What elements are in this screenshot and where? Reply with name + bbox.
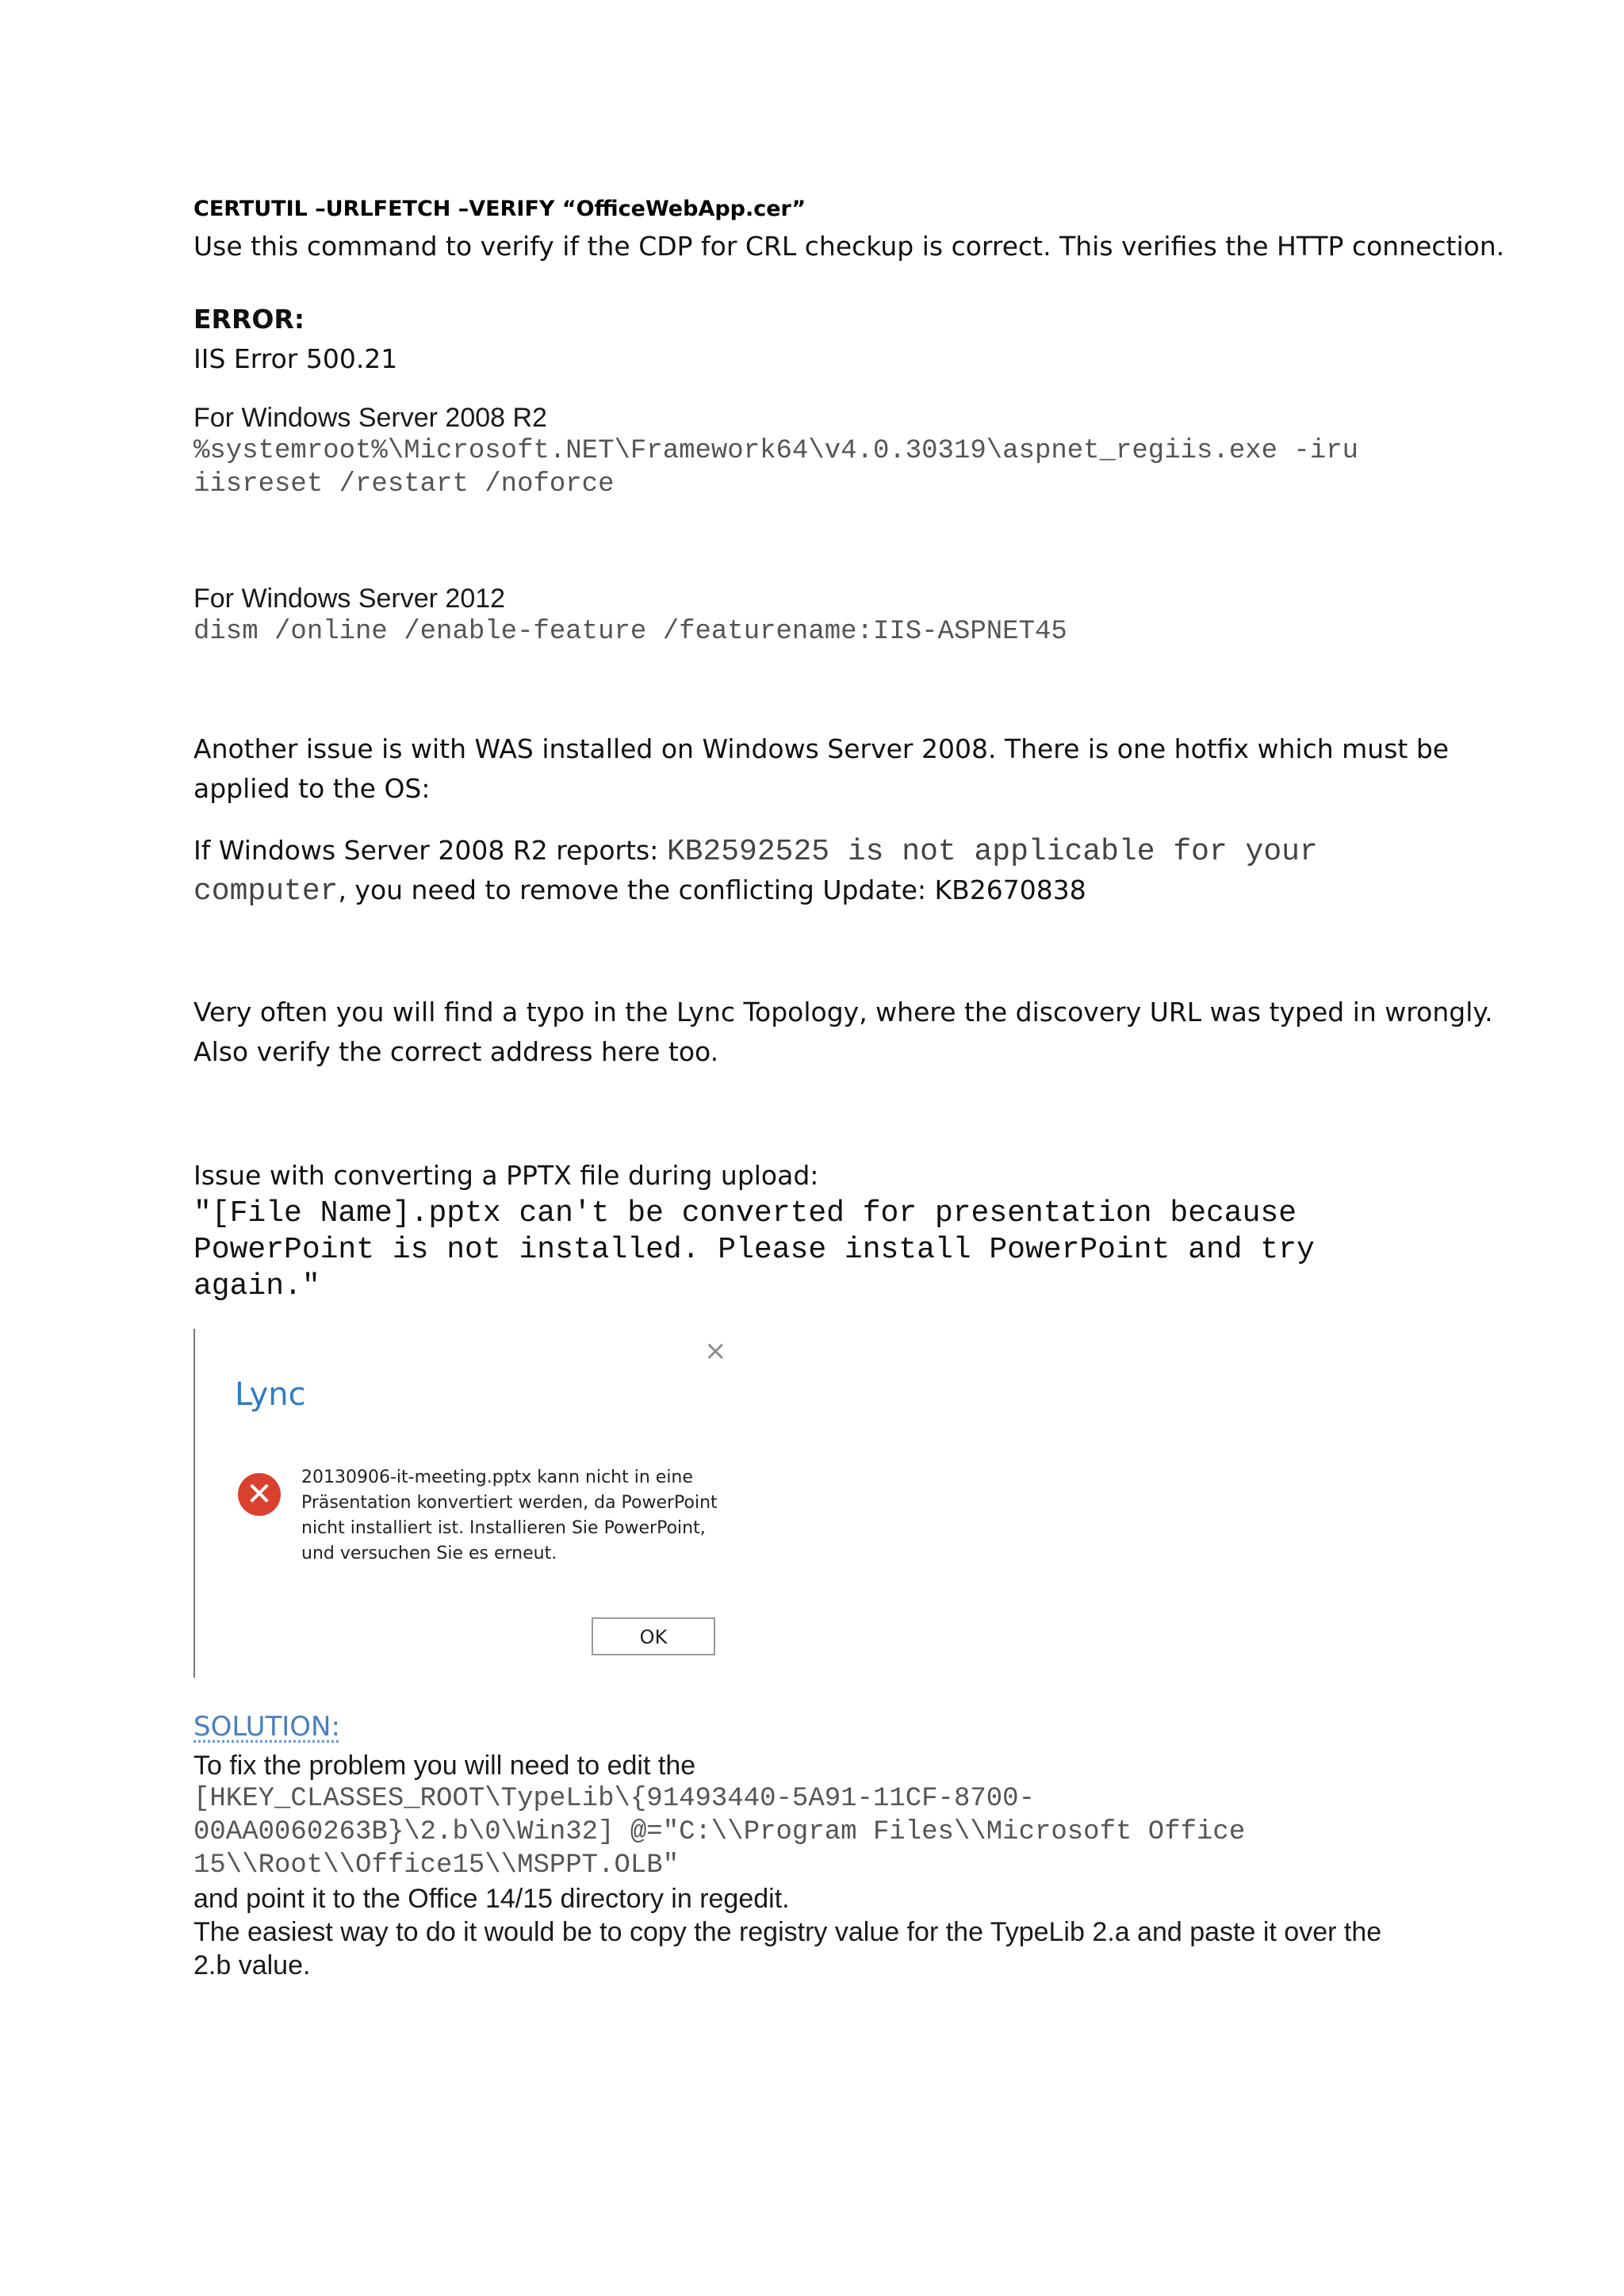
win2012-label: For Windows Server 2012 bbox=[193, 584, 506, 614]
ok-button[interactable]: OK bbox=[592, 1617, 715, 1655]
typo-line2: Also verify the correct address here too. bbox=[193, 1036, 719, 1067]
typo-line1: Very often you will find a typo in the Lync Topology, where the discovery URL was typed in wrongly. bbox=[193, 997, 1493, 1027]
kb-line1 bbox=[193, 831, 1318, 871]
solution-line1: To fix the problem you will need to edit the bbox=[193, 1751, 696, 1781]
solution-reg1: [HKEY_CLASSES_ROOT\TypeLib\{91493440-5A91-11CF-8700- bbox=[193, 1784, 1035, 1814]
error-heading: ERROR: bbox=[193, 304, 305, 335]
certutil-description: Use this command to verify if the CDP for CRL checkup is correct. This verifies the HTTP connection. bbox=[193, 231, 1505, 262]
dialog-message-line: nicht installiert ist. Installieren Sie PowerPoint, bbox=[301, 1518, 706, 1538]
win2008r2-cmd1: %systemroot%\Microsoft.NET\Framework64\v4.0.30319\aspnet_regiis.exe -iru bbox=[193, 436, 1359, 466]
dialog-title: Lync bbox=[235, 1376, 306, 1413]
error-title: IIS Error 500.21 bbox=[193, 343, 398, 374]
solution-line3: The easiest way to do it would be to copy the registry value for the TypeLib 2.a and paste it over the bbox=[193, 1917, 1382, 1947]
pptx-msg1: "[File Name].pptx can't be converted for presentation because bbox=[193, 1196, 1297, 1230]
dialog-message-line: 20130906-it-meeting.pptx kann nicht in eine bbox=[301, 1468, 693, 1487]
solution-heading: SOLUTION: bbox=[193, 1711, 340, 1743]
close-icon[interactable]: × bbox=[704, 1335, 727, 1367]
pptx-label: Issue with converting a PPTX file during upload: bbox=[193, 1160, 819, 1191]
win2012-cmd: dism /online /enable-feature /featurename:IIS-ASPNET45 bbox=[193, 617, 1067, 647]
dialog-message bbox=[301, 1465, 718, 1567]
was-issue-line1: Another issue is with WAS installed on Windows Server 2008. There is one hotfix which must be bbox=[193, 733, 1450, 764]
kb-line2 bbox=[193, 871, 1086, 910]
pptx-msg2: PowerPoint is not installed. Please install PowerPoint and try bbox=[193, 1233, 1315, 1267]
win2008r2-cmd2: iisreset /restart /noforce bbox=[193, 469, 615, 499]
was-issue-line2: applied to the OS: bbox=[193, 773, 431, 804]
solution-reg2: 00AA0060263B}\2.b\0\Win32] @="C:\\Program Files\\Microsoft Office bbox=[193, 1817, 1246, 1847]
error-x-icon: ✕ bbox=[238, 1473, 281, 1516]
kb-mono1: KB2592525 is not applicable for your bbox=[666, 835, 1318, 869]
pptx-msg3: again." bbox=[193, 1269, 320, 1303]
kb-mono2: computer bbox=[193, 874, 339, 909]
solution-line2: and point it to the Office 14/15 directory in regedit. bbox=[193, 1884, 790, 1914]
win2008r2-label: For Windows Server 2008 R2 bbox=[193, 403, 547, 433]
kb-suffix: , you need to remove the conflicting Update: KB2670838 bbox=[338, 874, 1086, 905]
dialog-message-line: Präsentation konvertiert werden, da PowerPoint bbox=[301, 1493, 718, 1513]
lync-error-dialog-screenshot bbox=[193, 1329, 734, 1678]
solution-reg3: 15\\Root\\Office15\\MSPPT.OLB" bbox=[193, 1850, 680, 1881]
certutil-command: CERTUTIL –URLFETCH –VERIFY “OfficeWebApp.cer” bbox=[193, 197, 806, 221]
kb-prefix: If Windows Server 2008 R2 reports: bbox=[193, 835, 667, 866]
dialog-message-line: und versuchen Sie es erneut. bbox=[301, 1544, 557, 1563]
solution-line4: 2.b value. bbox=[193, 1950, 311, 1980]
